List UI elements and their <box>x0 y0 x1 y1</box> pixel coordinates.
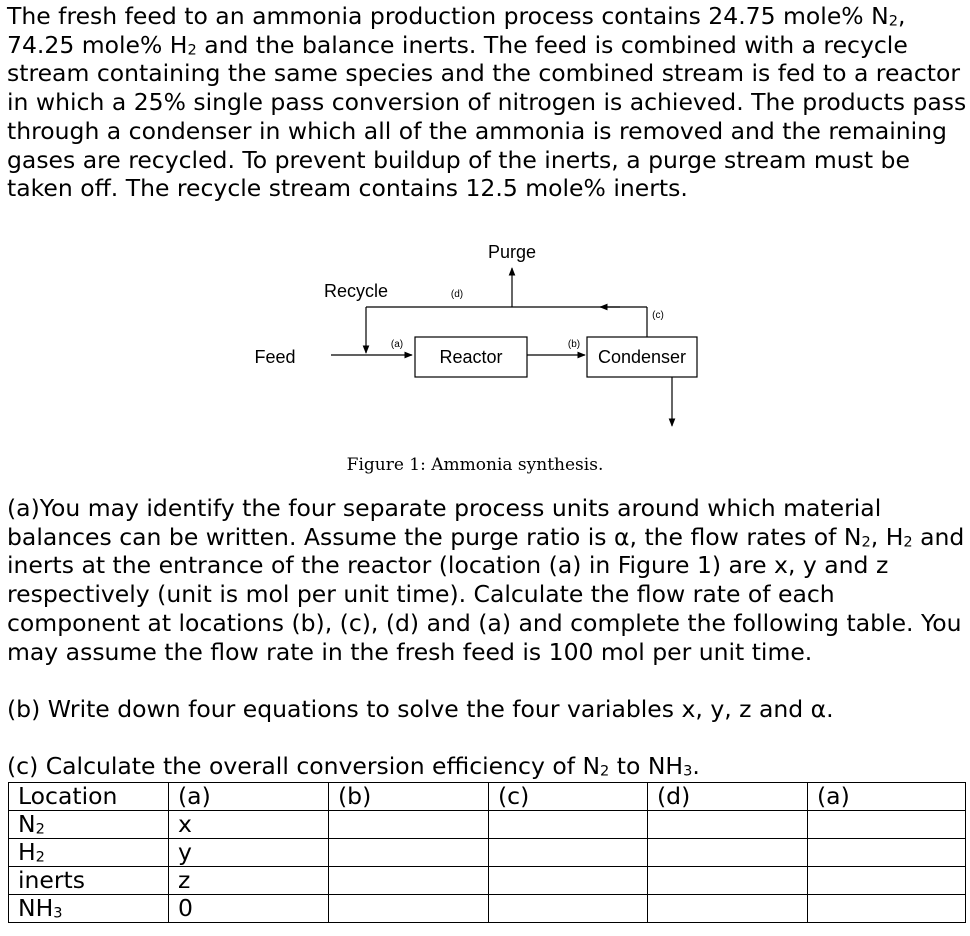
question-part-b: (b) Write down four equations to solve the four variables x, y, z and α. <box>7 695 834 723</box>
condenser-label: Condenser <box>597 347 687 367</box>
table-cell: x <box>169 811 329 839</box>
part-c-sub-2: 3 <box>683 762 693 780</box>
recycle-label: Recycle <box>323 281 389 301</box>
table-header-cell: (d) <box>648 783 808 811</box>
table-row <box>9 895 966 923</box>
row-label-inerts: inerts <box>9 867 169 895</box>
table-header-cell: (c) <box>489 783 648 811</box>
table-cell[interactable] <box>808 895 966 923</box>
flow-rate-table <box>8 782 966 923</box>
row-label-nh3: $NH_3$ <box>9 895 169 923</box>
row-label-h2: $H_2$ <box>9 839 169 867</box>
reactor-label: Reactor <box>439 347 503 367</box>
table-cell[interactable] <box>489 867 648 895</box>
question-part-a <box>7 494 967 666</box>
table-header-cell: (a) <box>808 783 966 811</box>
intro-text-1: The fresh feed to an ammonia production process contains 24.75 mole% N <box>7 2 889 30</box>
location-a-label: (a) <box>390 339 404 350</box>
table-cell[interactable] <box>489 839 648 867</box>
table-row <box>9 839 966 867</box>
part-a-text-2: , H <box>870 522 904 551</box>
feed-label: Feed <box>254 347 296 367</box>
table-cell[interactable] <box>808 867 966 895</box>
part-a-text-3: and inerts at the entrance of the reactor (location (a) in Figure 1) are x, y and z respectively (unit is mol per unit time). Calculate the flow rate of each component at locations (b), (c), (d) and (a) and complete the following table. You may assume the flow rate in the fresh feed is 100 mol per unit time. <box>7 522 965 666</box>
intro-text-3: 74.25 mole% H <box>7 30 188 59</box>
part-a-sub-2: 2 <box>903 533 913 551</box>
intro-text-4: and the balance inerts. The feed is combined with a recycle stream containing the same species and the combined stream is fed to a reactor in which a 25% single pass conversion of nitrogen is achieved. The products pass through a condenser in which all of the ammonia is removed and the remaining gases are recycled. To prevent buildup of the inerts, a purge stream must be taken off. The recycle stream contains 12.5 mole% inerts. <box>7 30 967 203</box>
problem-intro <box>7 2 967 203</box>
table-header-row <box>9 783 966 811</box>
table-cell[interactable] <box>808 811 966 839</box>
location-d-label: (d) <box>450 289 464 300</box>
table-row <box>9 811 966 839</box>
intro-sub-1: 2 <box>888 12 898 30</box>
table-cell[interactable] <box>648 895 808 923</box>
purge-label: Purge <box>487 242 537 262</box>
part-a-sub-1: 2 <box>861 533 871 551</box>
table-cell[interactable] <box>808 839 966 867</box>
table-cell[interactable] <box>648 811 808 839</box>
table-row <box>9 867 966 895</box>
table-cell[interactable] <box>648 839 808 867</box>
process-flow-diagram <box>0 232 970 480</box>
part-c-text-2: to NH <box>609 752 684 780</box>
question-part-c <box>7 752 967 781</box>
part-c-text-1: (c) Calculate the overall conversion efficiency of N <box>7 752 601 780</box>
part-a-text-1: (a)You may identify the four separate process units around which material balances can be written. Assume the purge ratio is α, the flow rates of N <box>7 494 882 551</box>
table-cell[interactable] <box>329 867 489 895</box>
table-cell[interactable] <box>329 811 489 839</box>
location-b-label: (b) <box>567 339 581 350</box>
figure-caption: Figure 1: Ammonia synthesis. <box>346 455 604 475</box>
intro-sub-2: 2 <box>187 41 197 59</box>
part-c-sub-1: 2 <box>600 762 610 780</box>
location-c-label: (c) <box>652 310 664 321</box>
intro-text-2: , <box>897 2 906 30</box>
table-cell: z <box>169 867 329 895</box>
row-label-n2: $N_2$ <box>9 811 169 839</box>
table-cell: 0 <box>169 895 329 923</box>
table-cell[interactable] <box>648 867 808 895</box>
table-cell[interactable] <box>489 811 648 839</box>
table-cell[interactable] <box>329 839 489 867</box>
table-header-cell: (b) <box>329 783 489 811</box>
table-header-cell: (a) <box>169 783 329 811</box>
table-cell[interactable] <box>489 895 648 923</box>
table-cell: y <box>169 839 329 867</box>
table-header-cell: Location <box>9 783 169 811</box>
table-cell[interactable] <box>329 895 489 923</box>
part-c-text-3: . <box>692 752 700 780</box>
